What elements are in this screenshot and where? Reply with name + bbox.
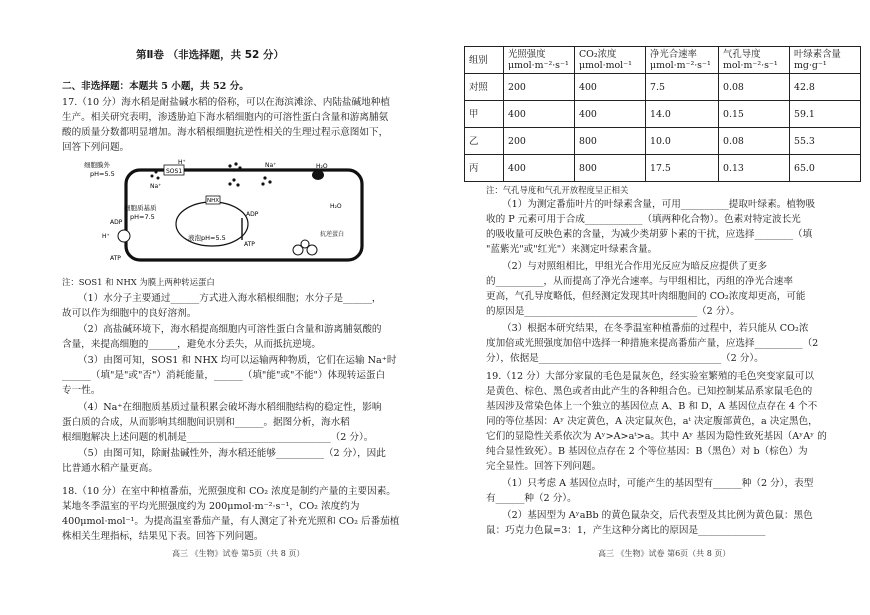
table-header-row [465, 47, 861, 74]
table-row: 丙 400 800 17.5 0.13 65.0 [465, 155, 861, 182]
q19-line: 同的等位基因：Aʸ 决定黄色，A 决定鼠灰色，aᵗ 决定腹部黄色，a 决定黑色， [486, 416, 818, 427]
table-header-cell: 气孔导度 mol·m⁻²·s⁻¹ [719, 47, 790, 74]
q18-line-2: 某地冬季温室的平均光照强度约为 200μmol·m⁻²·s⁻¹，CO₂ 浓度约为 [62, 501, 360, 512]
q17-line-3: 酸的质量分数都明显增加。海水稻根细胞抗逆性相关的生理过程示意图如下， [62, 127, 389, 138]
table-header-cell: 组别 [465, 47, 504, 74]
na-plus-label-2: Na⁺ [265, 162, 277, 169]
h-plus-label: H⁺ [178, 159, 186, 166]
water-label-1: H₂O [316, 163, 328, 170]
q17-line-2: 生产。相关研究表明，渗透胁迫下海水稻细胞内的可溶性蛋白含量和游离脯氨 [62, 112, 389, 123]
q18-part-line: 度加倍或光照强度加倍中选择一种措施来提高番茄产量，应选择__________（2 [486, 338, 819, 349]
q18-part-line: （2）与对照组相比，甲组光合作用光反应为暗反应提供了更多 [502, 261, 768, 272]
left-footer: 高三 《生物》试卷 第5页（共 8 页） [172, 549, 305, 558]
membrane-label-2: pH=5.5 [90, 170, 115, 178]
q19-line: 19.（12 分）大部分家鼠的毛色是鼠灰色，经实验室繁殖的毛色突变家鼠可以 [486, 371, 814, 382]
q19-line: 纯合显性致死）。B 基因位点存在 2 个等位基因：B（黑色）对 b（棕色）为 [486, 446, 808, 457]
q18-line-1: 18.（10 分）在室中种植番茄，光照强度和 CO₂ 浓度是制约产量的主要因素。 [62, 486, 396, 497]
antistress-label: 抗逆蛋白 [320, 231, 345, 238]
q18-line-3: 400μmol·mol⁻¹。为提高温室番茄产量，有人测定了补充光照和 CO₂ 后番茄植 [62, 516, 400, 527]
table-header-cell: 光照强度 μmol·m⁻²·s⁻¹ [504, 47, 575, 74]
q19-line: 完全显性。回答下列问题。 [486, 461, 602, 472]
q18-part-line: 的__________，从而提高了净光合速率。与甲组相比，丙组的净光合速率 [486, 276, 793, 287]
q19-line: （1）只考虑 A 基因位点时，可能产生的基因型有______种（2 分），表型 [502, 478, 814, 489]
cytoplasm-label-1: 细胞质基质 [124, 204, 157, 212]
q17-line-4: 回答下列问题。 [62, 142, 130, 153]
q19-line: 鼠：巧克力色鼠=3：1，产生这种分离比的原因是______________ [486, 525, 766, 536]
q18-part-line: 分），依据是______________________________________（2 分）。 [486, 353, 764, 364]
q17-2-line-2: 含量，来提高细胞的______，避免水分丢失，从而抵抗逆境。 [62, 339, 322, 350]
q17-line-1: 17.（10 分）海水稻是耐盐碱水稻的俗称，可以在海滨滩涂、内陆盐碱地种植 [62, 97, 390, 108]
adp-label-left: ADP [110, 219, 123, 226]
q18-line-4: 株相关生理指标，结果见下表。回答下列问题。 [62, 531, 264, 542]
vacuole-label: 液泡pH=5.5 [188, 234, 226, 242]
q19-line: 有______种（2 分）。 [486, 493, 577, 504]
q17-3-line-1: （3）由图可知，SOS1 和 NHX 均可以运输两种物质，它们在运输 Na⁺时 [78, 355, 397, 366]
q17-2-line-1: （2）高盐碱环境下，海水稻提高细胞内可溶性蛋白含量和游离脯氨酸的 [78, 324, 382, 335]
table-row: 乙 200 800 10.0 0.08 55.3 [465, 128, 861, 155]
q18-part-line: （1）为测定番茄叶片的叶绿素含量，可用__________提取叶绿素。植物吸 [502, 199, 816, 210]
figure-note: 注：SOS1 和 NHX 为膜上两种转运蛋白 [62, 277, 215, 287]
cytoplasm-label-2: pH=7.5 [130, 213, 155, 221]
sos1-label: SOS1 [166, 168, 183, 175]
table-note: 注：气孔导度和气孔开放程度呈正相关 [486, 185, 629, 195]
aquaporin [312, 170, 324, 180]
q18-part-line: （3）根据本研究结果，在冬季温室种植番茄的过程中，若只能从 CO₂浓 [502, 323, 809, 334]
q18-part-line: 的吸收量可反映色素的含量，为减少类胡萝卜素的干扰，应选择________（填 [486, 229, 813, 240]
root-cell-diagram [80, 158, 380, 270]
q17-3-line-3: 专一性。 [62, 385, 101, 396]
q17-5-line-2: 比普通水稻产量更高。 [62, 463, 158, 474]
section-title: 第Ⅱ卷 （非选择题，共 52 分） [136, 49, 284, 61]
q19-line: （2）基因型为 AʸaBb 的黄色鼠杂交，后代表型及其比例为黄色鼠：黑色 [502, 510, 813, 521]
q17-1-line-1: （1）水分子主要通过______方式进入海水稻根细胞；水分子是______， [78, 293, 382, 304]
q17-5-line-1: （5）由图可知，除耐盐碱性外，海水稻还能够__________（2 分），因此 [78, 448, 386, 459]
data-table [464, 46, 861, 182]
q17-4-line-2: 蛋白质的合成，从而影响其细胞间识别和______。据图分析，海水稻 [62, 417, 350, 428]
table-header-cell: 净光合速率 μmol·m⁻²·s⁻¹ [646, 47, 719, 74]
q19-line: 基因涉及常染色体上一个独立的基因位点 A、B 和 D，A 基因位点存在 4 个不 [486, 401, 818, 412]
table-row: 甲 400 400 14.0 0.15 59.1 [465, 101, 861, 128]
q19-line: 它们的显隐性关系依次为 Aʸ>A>aᵗ>a。其中 Aʸ 基因为隐性致死基因（AʸAʸ 的 [486, 431, 827, 442]
q17-3-line-2: ______（填"是"或"否"）消耗能量，______（填"能"或"不能"）体现转运蛋白 [62, 370, 386, 381]
q17-4-line-1: （4）Na⁺在细胞质基质过量积累会破坏海水稻细胞结构的稳定性，影响 [78, 402, 382, 413]
membrane-label-1: 细胞膜外 [84, 161, 110, 169]
q18-part-line: 更高，气孔导度略低，但经测定发现其叶肉细胞间的 CO₂浓度却更高，可能 [486, 291, 806, 302]
h-plus-label-left: H⁺ [102, 233, 110, 240]
part-title: 二、非选择题：本题共 5 小题，共 52 分。 [62, 81, 249, 92]
right-footer: 高三 《生物》试卷 第6页（共 8 页） [598, 549, 731, 558]
na-plus-label: Na⁺ [150, 183, 162, 190]
q18-part-line: "蓝紫光"或"红光"）来测定叶绿素含量。 [486, 244, 658, 255]
atp-label-vac: ATP [244, 241, 255, 248]
water-label-2: H₂O [330, 203, 342, 210]
adp-label-vac: ADP [246, 211, 259, 218]
nhx-label: NHX [207, 198, 220, 204]
atp-label-left: ATP [110, 255, 121, 262]
q18-part-line: 收的 P 元素可用于合成____________（填两种化合物）。色素对特定波长光 [486, 214, 801, 225]
q17-4-line-3: 根细胞解决上述问题的机制是______________________________（2 分）。 [62, 432, 374, 443]
q17-1-line-2: 故可以作为细胞中的良好溶剂。 [62, 308, 197, 319]
q18-part-line: 的原因是____________________________________（2 分）。 [486, 306, 740, 317]
q19-line: 是黄色、棕色、黑色或者由此产生的各种组合色。已知控制某品系家鼠毛色的 [486, 386, 813, 397]
table-row: 对照 200 400 7.5 0.08 42.8 [465, 74, 861, 101]
table-header-cell: 叶绿素含量 mg·g⁻¹ [790, 47, 861, 74]
table-header-cell: CO₂浓度 μmol·mol⁻¹ [575, 47, 646, 74]
